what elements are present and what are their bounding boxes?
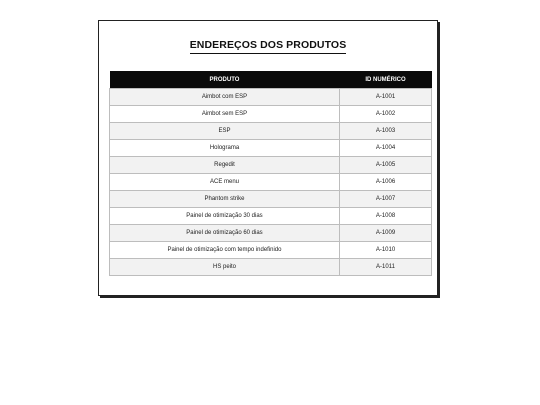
table-row [110, 140, 432, 157]
product-name-cell: Painel de otimização com tempo indefinido [110, 242, 340, 259]
product-name-cell: HS peito [110, 259, 340, 276]
product-id-cell: A-1006 [340, 174, 432, 191]
table-row [110, 157, 432, 174]
page-title [99, 39, 437, 54]
product-name-cell: Regedit [110, 157, 340, 174]
product-id-cell: A-1010 [340, 242, 432, 259]
table-row [110, 191, 432, 208]
product-name-cell: ESP [110, 123, 340, 140]
product-id-cell: A-1001 [340, 89, 432, 106]
document-card [98, 20, 438, 296]
table-row [110, 89, 432, 106]
product-id-cell: A-1011 [340, 259, 432, 276]
product-name-cell: Painel de otimização 60 dias [110, 225, 340, 242]
product-id-cell: A-1003 [340, 123, 432, 140]
product-id-cell: A-1002 [340, 106, 432, 123]
table-row [110, 123, 432, 140]
product-name-cell: ACE menu [110, 174, 340, 191]
products-table [109, 71, 432, 276]
table-row [110, 242, 432, 259]
table-row [110, 208, 432, 225]
product-id-cell: A-1009 [340, 225, 432, 242]
product-id-cell: A-1004 [340, 140, 432, 157]
table-row [110, 106, 432, 123]
column-header-id: ID NUMÉRICO [340, 71, 432, 89]
column-header-product: PRODUTO [110, 71, 340, 89]
product-name-cell: Holograma [110, 140, 340, 157]
product-name-cell: Phantom strike [110, 191, 340, 208]
table-header-row [110, 71, 432, 89]
table-row [110, 225, 432, 242]
table-body [110, 89, 432, 276]
page-title-text: ENDEREÇOS DOS PRODUTOS [190, 39, 347, 54]
product-id-cell: A-1007 [340, 191, 432, 208]
product-name-cell: Aimbot sem ESP [110, 106, 340, 123]
product-id-cell: A-1008 [340, 208, 432, 225]
product-name-cell: Painel de otimização 30 dias [110, 208, 340, 225]
table-row [110, 174, 432, 191]
product-id-cell: A-1005 [340, 157, 432, 174]
table-row [110, 259, 432, 276]
product-name-cell: Aimbot com ESP [110, 89, 340, 106]
